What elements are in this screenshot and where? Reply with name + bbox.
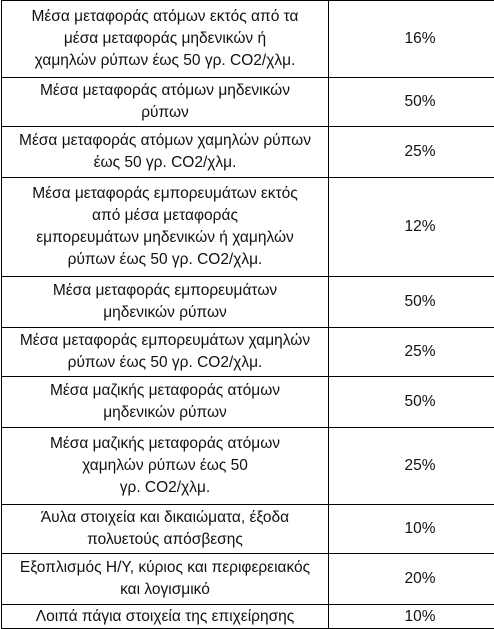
table-row — [2, 328, 494, 377]
table-row — [2, 605, 494, 629]
table-row — [2, 127, 494, 178]
rate-cell: 20% — [329, 554, 494, 605]
asset-category-cell: Μέσα μαζικής μεταφοράς ατόμων μηδενικών ρύπων — [2, 377, 329, 428]
rate-cell: 50% — [329, 377, 494, 428]
rate-cell: 50% — [329, 78, 494, 127]
rate-cell: 10% — [329, 605, 494, 629]
asset-category-cell: Μέσα μεταφοράς εμπορευμάτων χαμηλών ρύπων έως 50 γρ. CO2/χλμ. — [2, 328, 329, 377]
asset-category-cell: Μέσα μεταφοράς εμπορευμάτων εκτός από μέσα μεταφοράς εμπορευμάτων μηδενικών ή χαμηλών ρύπων έως 50 γρ. CO2/χλμ. — [2, 178, 329, 277]
rate-cell: 50% — [329, 277, 494, 328]
asset-category-cell: Μέσα μεταφοράς ατόμων μηδενικών ρύπων — [2, 78, 329, 127]
table-row — [2, 377, 494, 428]
asset-category-cell: Μέσα μεταφοράς εμπορευμάτων μηδενικών ρύπων — [2, 277, 329, 328]
depreciation-rates-table — [1, 0, 494, 629]
rate-cell: 25% — [329, 428, 494, 505]
asset-category-cell: Εξοπλισμός Η/Υ, κύριος και περιφερειακός και λογισμικό — [2, 554, 329, 605]
asset-category-cell: Μέσα μεταφοράς ατόμων χαμηλών ρύπων έως 50 γρ. CO2/χλμ. — [2, 127, 329, 178]
asset-category-cell: Άυλα στοιχεία και δικαιώματα, έξοδα πολυετούς απόσβεσης — [2, 505, 329, 554]
rate-cell: 16% — [329, 1, 494, 78]
table-row — [2, 554, 494, 605]
asset-category-cell: Μέσα μαζικής μεταφοράς ατόμων χαμηλών ρύπων έως 50 γρ. CO2/χλμ. — [2, 428, 329, 505]
asset-category-cell: Λοιπά πάγια στοιχεία της επιχείρησης — [2, 605, 329, 629]
rate-cell: 25% — [329, 328, 494, 377]
rate-cell: 25% — [329, 127, 494, 178]
rate-cell: 10% — [329, 505, 494, 554]
table-row — [2, 505, 494, 554]
table-row — [2, 428, 494, 505]
rate-cell: 12% — [329, 178, 494, 277]
table-row — [2, 78, 494, 127]
asset-category-cell: Μέσα μεταφοράς ατόμων εκτός από τα μέσα μεταφοράς μηδενικών ή χαμηλών ρύπων έως 50 γρ. CO2/χλμ. — [2, 1, 329, 78]
table-row — [2, 178, 494, 277]
table-row — [2, 277, 494, 328]
table-row — [2, 1, 494, 78]
